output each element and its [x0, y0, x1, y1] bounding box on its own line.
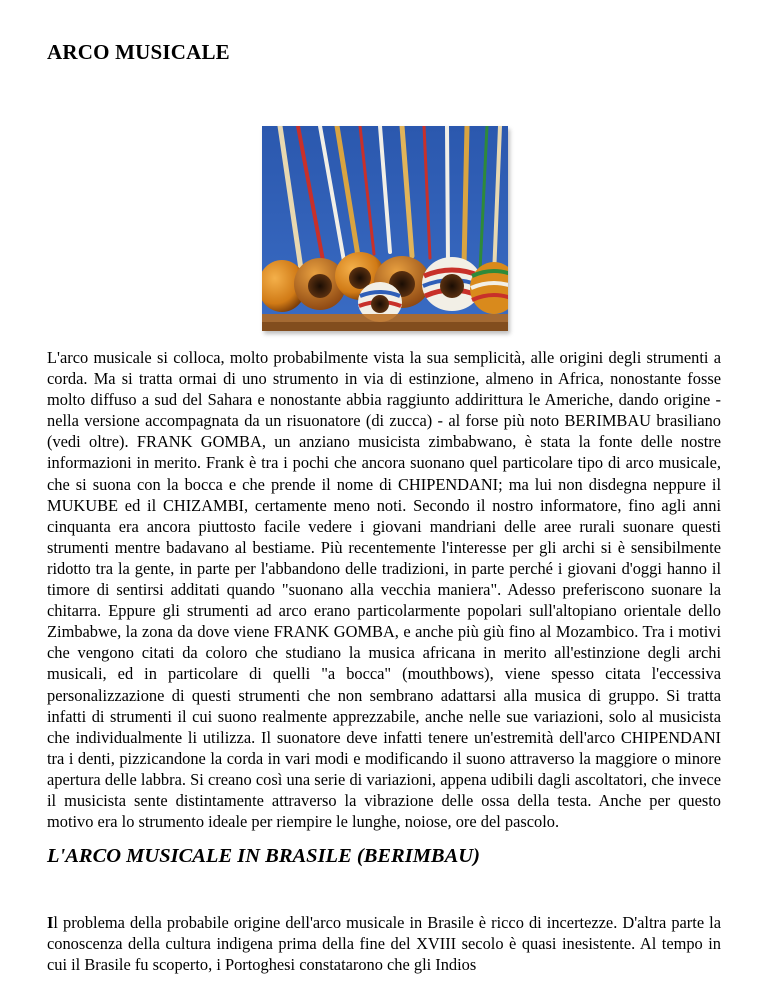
- intro-paragraph: L'arco musicale si colloca, molto probabilmente vista la sua semplicità, alle origini degli strumenti a corda. Ma si tratta ormai di uno strumento in via di estinzione, almeno in Africa, nonostante fosse molto diffuso a sud del Sahara e nonostante abbia raggiunto addirittura le Americhe, dando origine - nella versione accompagnata da un risuonatore (di zucca) - al forse più noto BERIMBAU brasiliano (vedi oltre). FRANK GOMBA, un anziano musicista zimbabwano, è stata la fonte delle nostre informazioni in merito. Frank è tra i pochi che ancora suonano quel particolare tipo di arco musicale, che si suona con la bocca e che prende il nome di CHIPENDANI; ma lui non disdegna neppure il MUKUBE ed il CHIZAMBI, certamente meno noti. Secondo il nostro informatore, fino agli anni cinquanta era ancora piuttosto facile vedere i giovani mandriani delle aree rurali suonare questi strumenti mentre badavano al bestiame. Più recentemente l'interesse per gli archi si è sensibilmente ridotto tra la gente, in parte per l'abbandono delle tradizioni, in parte perché i giovani d'oggi hanno il timore di sentirsi additati quando "suonano alla vecchia maniera". Adesso preferiscono suonare la chitarra. Eppure gli strumenti ad arco erano particolarmente popolari sull'altopiano orientale dello Zimbabwe, la zona da dove viene FRANK GOMBA, e anche più giù fino al Mozambico. Tra i motivi che vengono citati da coloro che studiano la musica africana in merito all'estinzione degli archi musicali, ed in particolare di quelli "a bocca" (mouthbows), viene spesso citata l'eccessiva personalizzazione di questi strumenti che non sembrano adattarsi alla musica di gruppo. Si tratta infatti di strumenti il cui suono realmente apprezzabile, anche nelle sue variazioni, solo al musicista che individualmente li utilizza. Il suonatore deve infatti tenere un'estremità dell'arco CHIPENDANI tra i denti, pizzicandone la corda in vari modi e modificando il suono attraverso la maggiore o minore apertura delle labbra. Si creano così una serie di variazioni, appena udibili dagli ascoltatori, che invece il musicista sente distintamente attraverso la vibrazione delle ossa della testa. Anche per questo motivo era lo strumento ideale per riempire le lunghe, noiose, ore del pascolo.: [47, 348, 721, 832]
- drop-cap: I: [47, 913, 54, 932]
- brazil-paragraph: [47, 912, 721, 975]
- berimbau-gourds-image: [262, 126, 508, 331]
- section-heading: L'ARCO MUSICALE IN BRASILE (BERIMBAU): [47, 845, 480, 867]
- berimbau-photo: [262, 126, 508, 331]
- brazil-paragraph-text: l problema della probabile origine dell'arco musicale in Brasile è ricco di incertezze. D'altra parte la conoscenza della cultura indigena prima della fine del XVIII secolo è quasi inesistente. Al tempo in cui il Brasile fu scoperto, i Portoghesi constatarono che gli Indios: [47, 913, 721, 975]
- page-title: ARCO MUSICALE: [47, 40, 230, 64]
